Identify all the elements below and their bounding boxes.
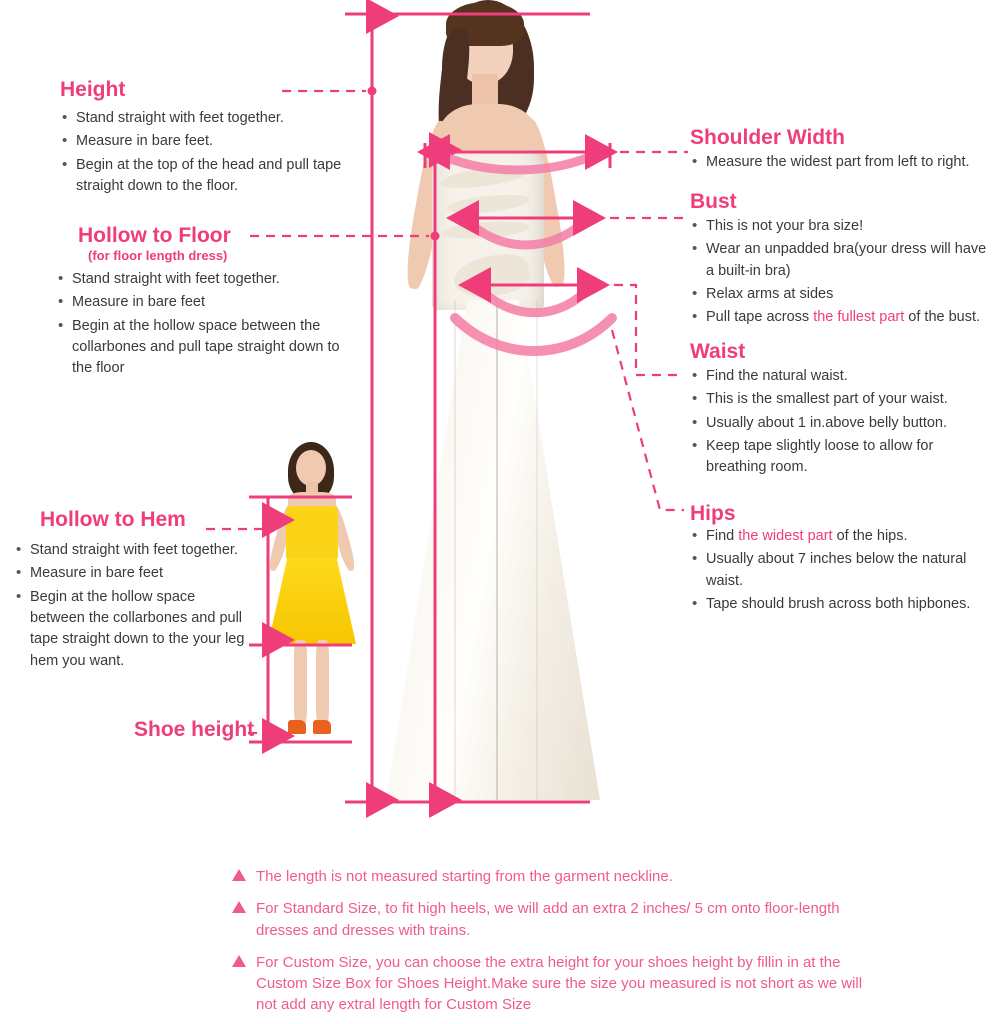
section-hips-heading: Hips xyxy=(690,502,736,525)
list-item: • Tape should brush across both hipbones. xyxy=(690,594,990,615)
list-item: • Begin at the hollow space between the collarbones and pull tape straight down to the your leg hem you want. xyxy=(14,587,254,672)
gown-skirt xyxy=(386,300,600,800)
short-model-head xyxy=(296,450,326,486)
waist-bow xyxy=(451,250,533,303)
bodice-fold xyxy=(439,162,531,192)
section-shoulder-width-bullets xyxy=(690,152,996,173)
skirt-seam xyxy=(454,300,456,800)
section-waist-bullets xyxy=(690,366,990,479)
list-item: • Relax arms at sides xyxy=(690,284,998,305)
short-model-left-leg xyxy=(294,640,307,726)
section-bust-heading: Bust xyxy=(690,190,737,213)
bust-bullet-prefix: Pull tape across xyxy=(706,309,814,326)
section-height-heading: Height xyxy=(60,78,126,101)
section-hollow-to-hem-heading: Hollow to Hem xyxy=(40,508,186,531)
list-item xyxy=(690,526,990,547)
list-item: • Wear an unpadded bra(your dress will have a built-in bra) xyxy=(690,239,998,282)
list-item: • Keep tape slightly loose to allow for breathing room. xyxy=(690,436,990,479)
warning-triangle-icon xyxy=(232,869,246,881)
section-waist xyxy=(690,340,990,481)
list-item: • Usually about 1 in.above belly button. xyxy=(690,413,990,434)
short-model-right-shoe xyxy=(313,720,331,734)
footnote xyxy=(232,866,872,887)
list-item: • Measure the widest part from left to right. xyxy=(690,152,996,173)
section-hips-bullets xyxy=(690,526,990,615)
section-hollow-to-floor-heading: Hollow to Floor xyxy=(78,224,231,247)
section-hollow-to-hem xyxy=(14,508,254,674)
footnotes xyxy=(232,866,872,1024)
list-item: • Stand straight with feet together. xyxy=(56,269,350,290)
list-item: • Measure in bare feet xyxy=(56,292,350,313)
list-item xyxy=(690,307,998,328)
section-height xyxy=(60,78,360,199)
skirt-seam xyxy=(496,300,498,800)
hips-bullet-prefix: Find xyxy=(706,528,739,544)
footnote xyxy=(232,952,872,1016)
section-shoe-height xyxy=(134,718,254,742)
section-hollow-to-hem-bullets xyxy=(14,540,254,672)
section-shoe-height-heading: Shoe height xyxy=(134,718,255,741)
list-item: • Stand straight with feet together. xyxy=(60,108,360,129)
list-item: • Measure in bare feet. xyxy=(60,131,360,152)
footnote-text: The length is not measured starting from the garment neckline. xyxy=(256,868,673,885)
warning-triangle-icon xyxy=(232,955,246,967)
list-item: • This is not your bra size! xyxy=(690,216,998,237)
section-waist-heading: Waist xyxy=(690,340,746,363)
list-item: • Find the natural waist. xyxy=(690,366,990,387)
gown-bodice xyxy=(432,150,544,310)
short-dress-skirt xyxy=(268,558,356,644)
section-shoulder-width-heading: Shoulder Width xyxy=(690,126,845,149)
hips-bullet-suffix: of the hips. xyxy=(832,528,908,544)
footnote xyxy=(232,898,872,941)
section-hollow-to-floor xyxy=(40,224,350,382)
footnote-text: For Standard Size, to fit high heels, we will add an extra 2 inches/ 5 cm onto floor-length dresses and dresses with trains. xyxy=(256,900,840,939)
section-hollow-to-floor-subheading: (for floor length dress) xyxy=(88,248,228,263)
footnote-text: For Custom Size, you can choose the extra height for your shoes height by fillin in at the Custom Size Box for Shoes Height.Make sure the size you measured is not short as we will not add any extral length for Custom Size xyxy=(256,953,863,1014)
skirt-seam xyxy=(536,300,538,800)
short-model-right-leg xyxy=(316,640,329,726)
section-shoulder-width xyxy=(690,126,996,175)
list-item: • Measure in bare feet xyxy=(14,563,254,584)
warning-triangle-icon xyxy=(232,901,246,913)
section-hips xyxy=(690,502,990,617)
list-item: • This is the smallest part of your waist. xyxy=(690,389,990,410)
section-bust-bullets xyxy=(690,216,998,329)
bust-bullet-suffix: of the bust. xyxy=(904,309,981,326)
list-item: • Begin at the hollow space between the collarbones and pull tape straight down to the floor xyxy=(56,316,350,380)
section-hollow-to-floor-bullets xyxy=(40,269,350,380)
list-item: • Usually about 7 inches below the natural waist. xyxy=(690,549,990,592)
bodice-fold xyxy=(445,192,530,217)
bodice-fold xyxy=(442,219,531,241)
section-height-bullets xyxy=(60,108,360,197)
short-dress-model-illustration xyxy=(258,440,368,760)
list-item: • Stand straight with feet together. xyxy=(14,540,254,561)
hips-highlight: the widest part xyxy=(738,528,833,544)
short-model-left-shoe xyxy=(288,720,306,734)
tall-model-illustration xyxy=(380,0,630,810)
short-dress-bodice xyxy=(286,506,338,562)
bust-highlight: the fullest part xyxy=(813,309,905,326)
list-item: • Begin at the top of the head and pull tape straight down to the floor. xyxy=(60,155,360,198)
section-bust xyxy=(690,190,998,331)
